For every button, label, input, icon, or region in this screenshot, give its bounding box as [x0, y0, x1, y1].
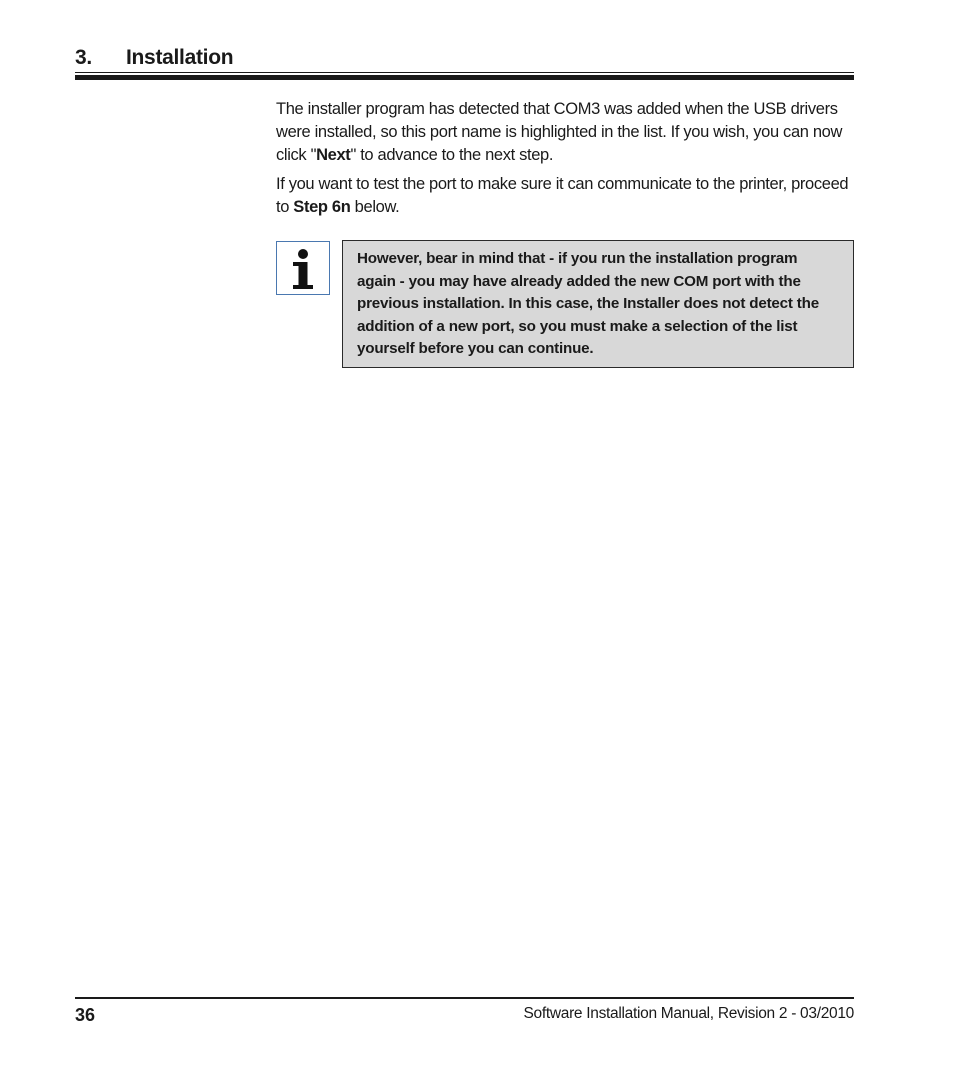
header-rule-thick	[75, 75, 854, 80]
section-title: Installation	[126, 46, 234, 69]
note-text: However, bear in mind that - if you run the installation program again - you may have already added the new COM port with the previous installation. In this case, the Installer does not detect the addition of a new port, so you must make a selection of the list yourself before you can continue.	[357, 250, 819, 357]
paragraph-com3-detected	[276, 98, 856, 167]
next-emphasis: Next	[316, 146, 351, 164]
paragraph-text: " to advance to the next step.	[350, 146, 554, 164]
footer-document-title: Software Installation Manual, Revision 2 - 03/2010	[523, 1005, 854, 1022]
paragraph-text: The installer program has detected that COM3 was added when the USB drivers were installed, so this port name is highlighted in the list. If you wish, you can now click "	[276, 100, 843, 164]
info-note-box	[342, 240, 854, 368]
page-number: 36	[75, 1005, 96, 1025]
paragraph-text: below.	[350, 198, 400, 216]
info-icon-glyph	[277, 242, 329, 294]
header-rule-thin	[75, 72, 854, 73]
section-number: 3.	[75, 46, 92, 69]
paragraph-text: If you want to test the port to make sure it can communicate to the printer, proceed to	[276, 175, 849, 216]
paragraph-test-port	[276, 173, 856, 219]
section-heading	[75, 44, 854, 72]
footer-rule	[75, 997, 854, 999]
step-reference: Step 6n	[293, 198, 351, 216]
info-icon	[276, 241, 330, 295]
